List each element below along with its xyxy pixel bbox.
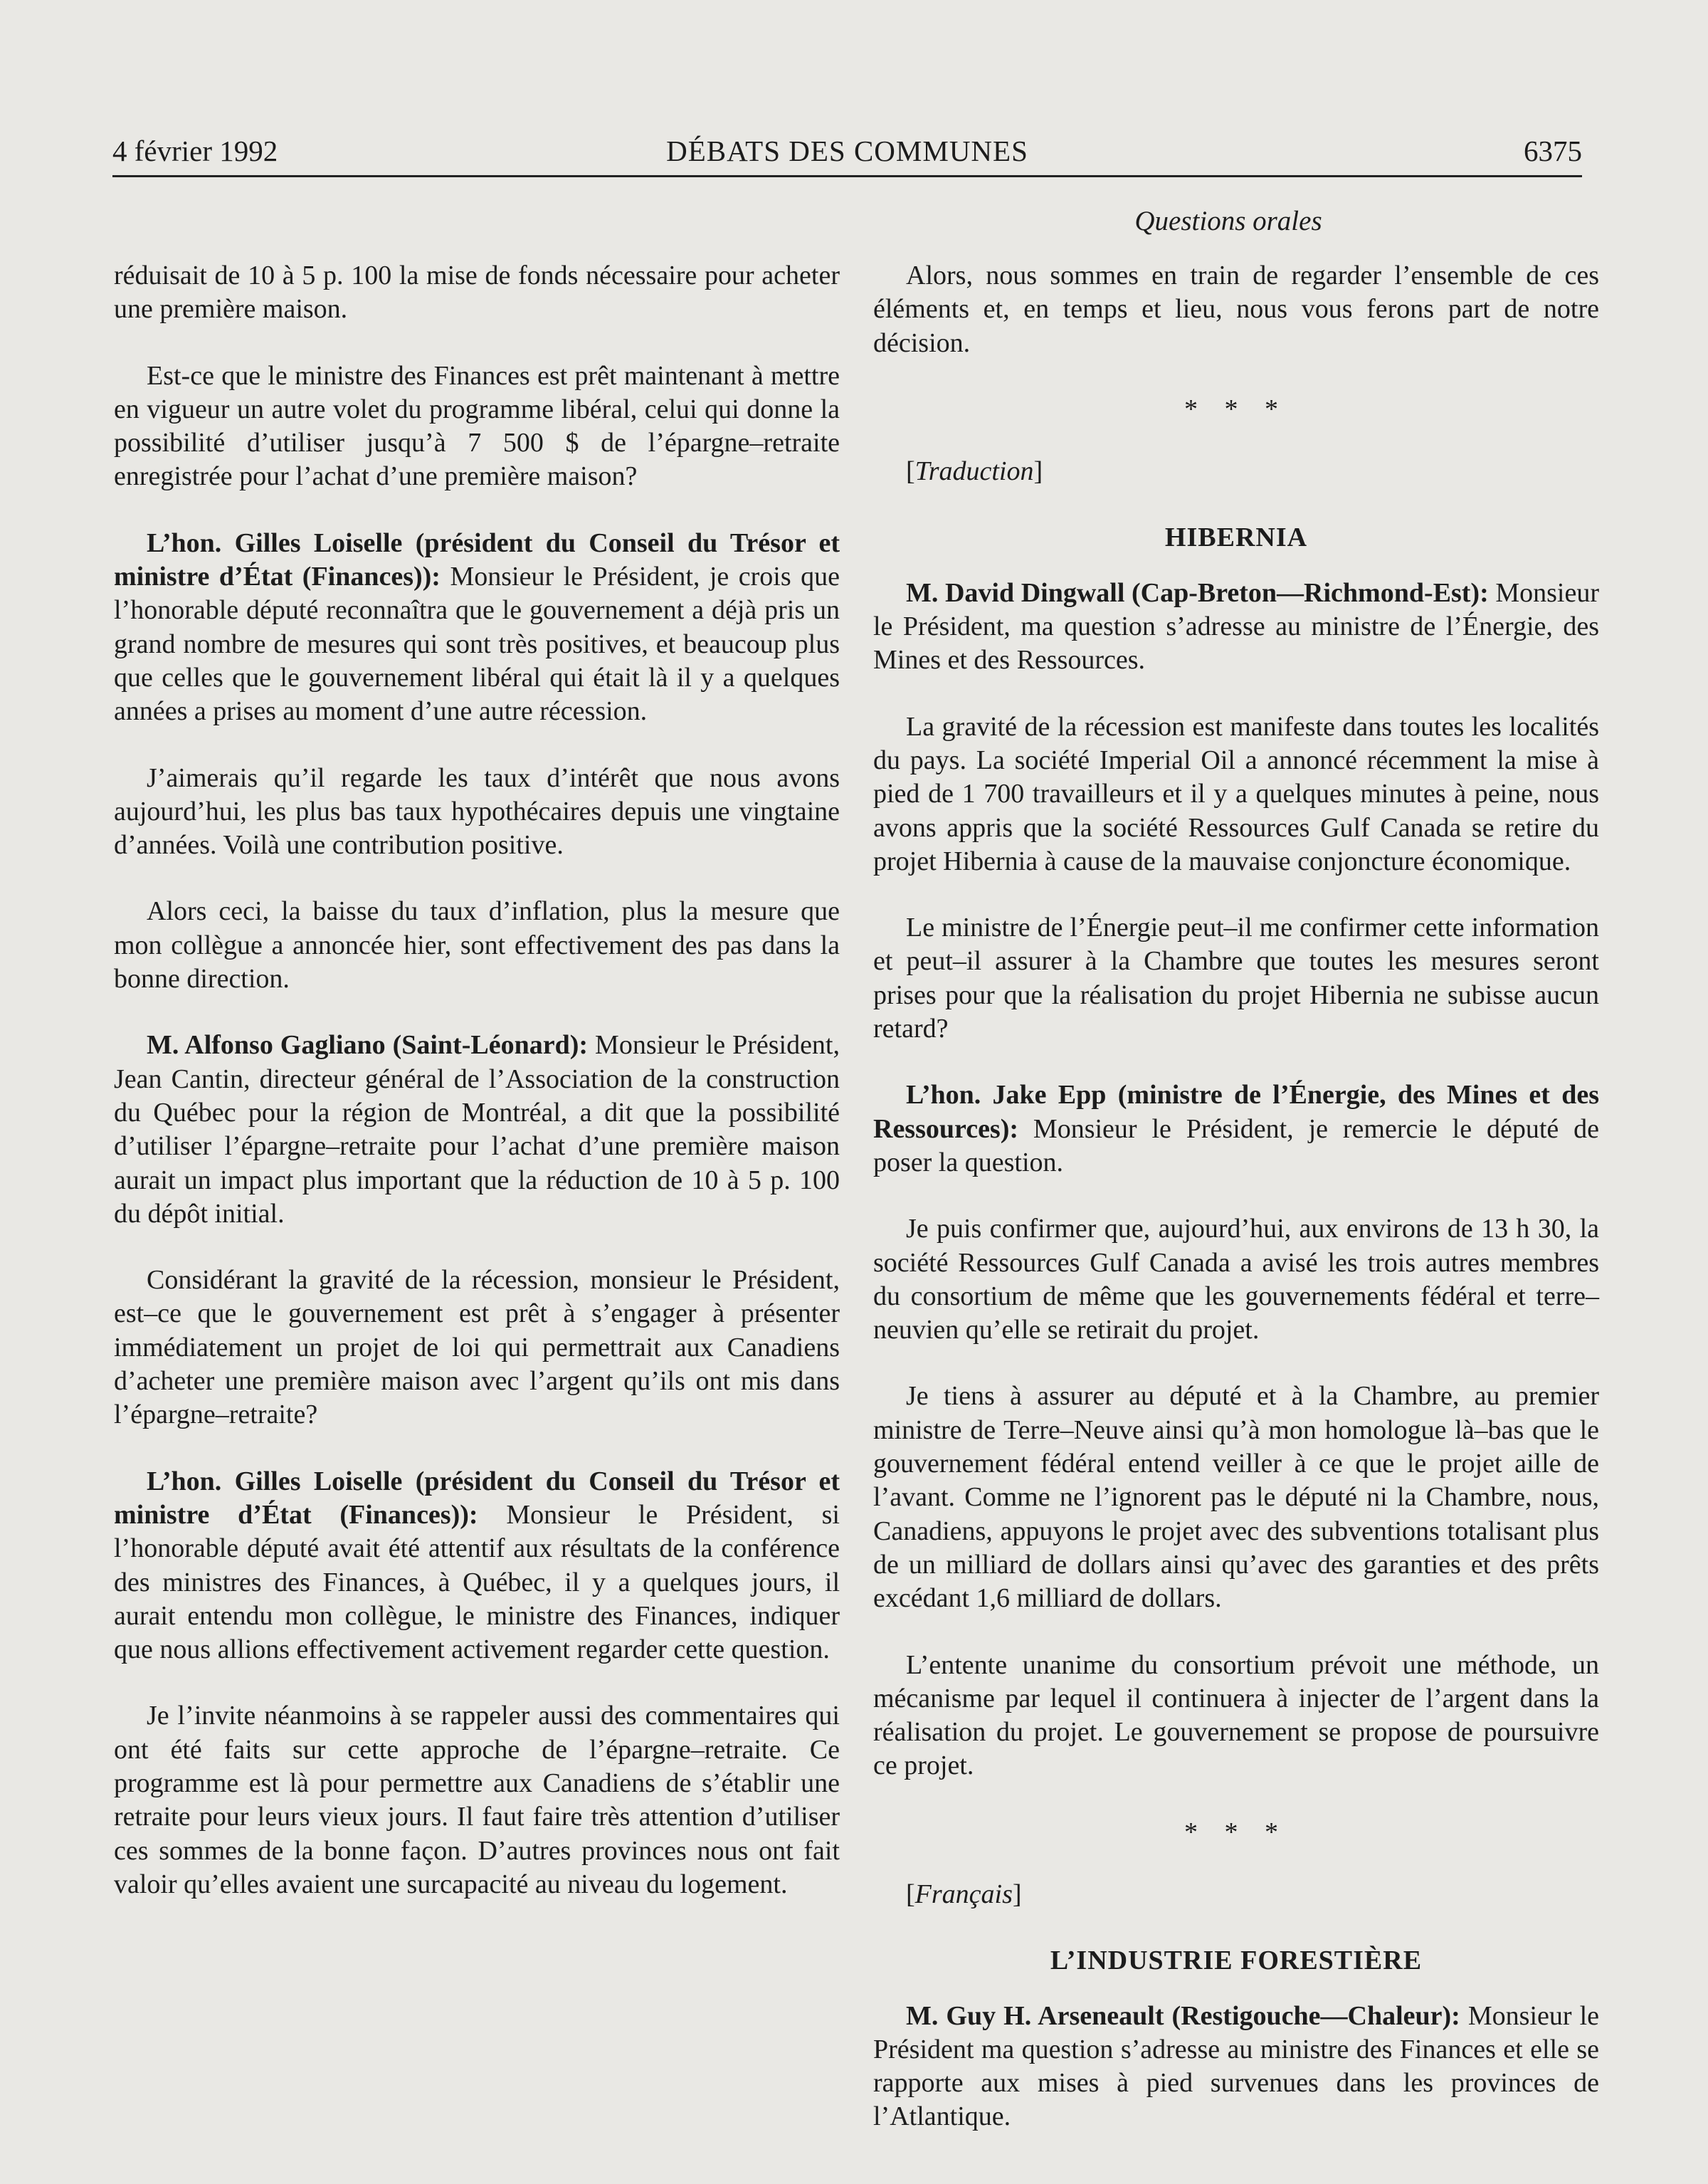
section-heading: HIBERNIA bbox=[1164, 523, 1308, 553]
language-marker-text: Français bbox=[914, 1879, 1013, 1909]
paragraph bbox=[114, 762, 840, 863]
speaker-name: L’hon. Gilles Loiselle (président du Conseil du Trésor et ministre d’État (Finances)): bbox=[114, 527, 840, 592]
paragraph bbox=[114, 359, 840, 494]
section-heading: L’INDUSTRIE FORESTIÈRE bbox=[1050, 1946, 1423, 1976]
paragraph bbox=[114, 259, 840, 327]
running-head: Questions orales bbox=[1134, 206, 1322, 236]
header-date: 4 février 1992 bbox=[112, 135, 278, 167]
language-marker: [Traduction] bbox=[906, 456, 1043, 487]
header-title: DÉBATS DES COMMUNES bbox=[666, 135, 1028, 167]
left-column bbox=[114, 259, 840, 1934]
paragraph-text: Monsieur le Président, je remercie le député de poser la question. bbox=[873, 1113, 1599, 1177]
paragraph bbox=[873, 1649, 1599, 1783]
paragraph-text: Alors ceci, la baisse du taux d’inflation, plus la mesure que mon collègue a annoncée hier, sont effectivement des pas dans la bonne direction. bbox=[114, 896, 840, 994]
paragraph-text: La gravité de la récession est manifeste dans toutes les localités du pays. La société Imperial Oil a annoncé récemment la mise à pied de 1 700 travailleurs et il y a quelques minutes à peine, nous avons appris que la société Ressources Gulf Canada se retire du projet Hibernia à cause de la mauvaise conjoncture économique. bbox=[873, 711, 1599, 876]
section-separator: * * * bbox=[1184, 1817, 1288, 1847]
paragraph bbox=[873, 1380, 1599, 1615]
paragraph-text: Je l’invite néanmoins à se rappeler aussi des commentaires qui ont été faits sur cette approche de l’épargne–retraite. Ce programme est là pour permettre aux Canadiens de s’établir une retraite pour leurs vieux jours. Il faut faire très attention d’utiliser ces sommes de la bonne façon. D’autres provinces nous ont fait valoir qu’elles avaient une surcapacité au niveau du logement. bbox=[114, 1701, 840, 1899]
language-marker: [Français] bbox=[906, 1879, 1022, 1909]
paragraph bbox=[114, 1465, 840, 1667]
speaker-name: M. David Dingwall (Cap-Breton—Richmond-Est): bbox=[906, 577, 1489, 608]
paragraph bbox=[873, 1078, 1599, 1180]
paragraph-text: Considérant la gravité de la récession, monsieur le Président, est–ce que le gouvernement est prêt à s’engager à présenter immédiatement un projet de loi qui permettrait aux Canadiens d’acheter une première maison avec l’argent qu’ils ont mis dans l’épargne–retraite? bbox=[114, 1265, 840, 1430]
paragraph bbox=[873, 911, 1599, 1046]
language-marker-text: Traduction bbox=[914, 456, 1034, 487]
paragraph bbox=[114, 1699, 840, 1901]
right-column bbox=[873, 259, 1599, 2167]
paragraph-text: Monsieur le Président, Jean Cantin, directeur général de l’Association de la construction du Québec pour la région de Montréal, a dit que la possibilité d’utiliser l’épargne–retraite pour l’achat d’une première maison aurait un impact plus important que la réduction de 10 à 5 p. 100 du dépôt initial. bbox=[114, 1030, 840, 1229]
paragraph-text: L’entente unanime du consortium prévoit une méthode, un mécanisme par lequel il continuera à injecter de l’argent dans la réalisation du projet. Le gouvernement se propose de poursuivre ce projet. bbox=[873, 1649, 1599, 1781]
paragraph bbox=[114, 895, 840, 996]
speaker-name: M. Alfonso Gagliano (Saint-Léonard): bbox=[147, 1030, 589, 1061]
paragraph bbox=[873, 2000, 1599, 2134]
paragraph-text: Monsieur le Président ma question s’adresse au ministre des Finances et elle se rapporte aux mises à pied survenues dans les provinces de l’Atlantique. bbox=[873, 2000, 1599, 2132]
speaker-name: M. Guy H. Arseneault (Restigouche—Chaleur): bbox=[906, 2000, 1460, 2031]
paragraph-text: Je puis confirmer que, aujourd’hui, aux environs de 13 h 30, la société Ressources Gulf Canada a avisé les trois autres membres du consortium de même que les gouvernements fédéral et terre–neuvien qu’elle se retirait du projet. bbox=[873, 1214, 1599, 1345]
paragraph-text: Alors, nous sommes en train de regarder l’ensemble de ces éléments et, en temps et lieu, nous vous ferons part de notre décision. bbox=[873, 261, 1599, 358]
paragraph bbox=[873, 259, 1599, 360]
paragraph-text: Monsieur le Président, je crois que l’honorable député reconnaîtra que le gouvernement a déjà pris un grand nombre de mesures qui sont très positives, et beaucoup plus que celles que le gouvernement libéral qui était là il y a quelques années a prises au moment d’une autre récession. bbox=[114, 562, 840, 727]
paragraph bbox=[114, 1029, 840, 1231]
paragraph-text: Le ministre de l’Énergie peut–il me confirmer cette information et peut–il assurer à la Chambre que toutes les mesures seront prises pour que la réalisation du projet Hibernia ne subisse aucun retard? bbox=[873, 913, 1599, 1044]
paragraph-text: Je tiens à assurer au député et à la Chambre, au premier ministre de Terre–Neuve ainsi qu’à mon homologue là–bas que le gouvernement fédéral entend veiller à ce que le projet aille de l’avant. Comme ne l’ignorent pas le député ni la Chambre, nous, Canadiens, appuyons le projet avec des subventions totalisant plus de un milliard de dollars ainsi qu’avec des garanties et des prêts excédant 1,6 milliard de dollars. bbox=[873, 1381, 1599, 1614]
paragraph bbox=[114, 527, 840, 729]
paragraph-text: Monsieur le Président, si l’honorable député avait été attentif aux résultats de la conférence des ministres des Finances, à Québec, il y a quelques jours, il aurait entendu mon collègue, le ministre des Finances, indiquer que nous allions effectivement activement regarder cette question. bbox=[114, 1499, 840, 1665]
speaker-name: L’hon. Jake Epp (ministre de l’Énergie, des Mines et des Ressources): bbox=[873, 1080, 1599, 1144]
section-separator: * * * bbox=[1184, 394, 1288, 424]
paragraph-text: Monsieur le Président, ma question s’adresse au ministre de l’Énergie, des Mines et des Ressources. bbox=[873, 577, 1599, 676]
paragraph bbox=[873, 1212, 1599, 1347]
page-number: 6375 bbox=[1524, 135, 1582, 167]
paragraph-text: Est-ce que le ministre des Finances est prêt maintenant à mettre en vigueur un autre volet du programme libéral, celui qui donne la possibilité d’utiliser jusqu’à 7 500 $ de l’épargne–retraite enregistrée pour l’achat d’une première maison? bbox=[114, 360, 840, 492]
paragraph bbox=[873, 577, 1599, 678]
page-header bbox=[112, 134, 1582, 177]
paragraph-text: réduisait de 10 à 5 p. 100 la mise de fonds nécessaire pour acheter une première maison. bbox=[114, 261, 840, 325]
paragraph-text: J’aimerais qu’il regarde les taux d’intérêt que nous avons aujourd’hui, les plus bas taux hypothécaires depuis une vingtaine d’années. Voilà une contribution positive. bbox=[114, 762, 840, 861]
paragraph bbox=[114, 1264, 840, 1432]
paragraph bbox=[873, 710, 1599, 878]
speaker-name: L’hon. Gilles Loiselle (président du Conseil du Trésor et ministre d’État (Finances)): bbox=[114, 1466, 840, 1530]
